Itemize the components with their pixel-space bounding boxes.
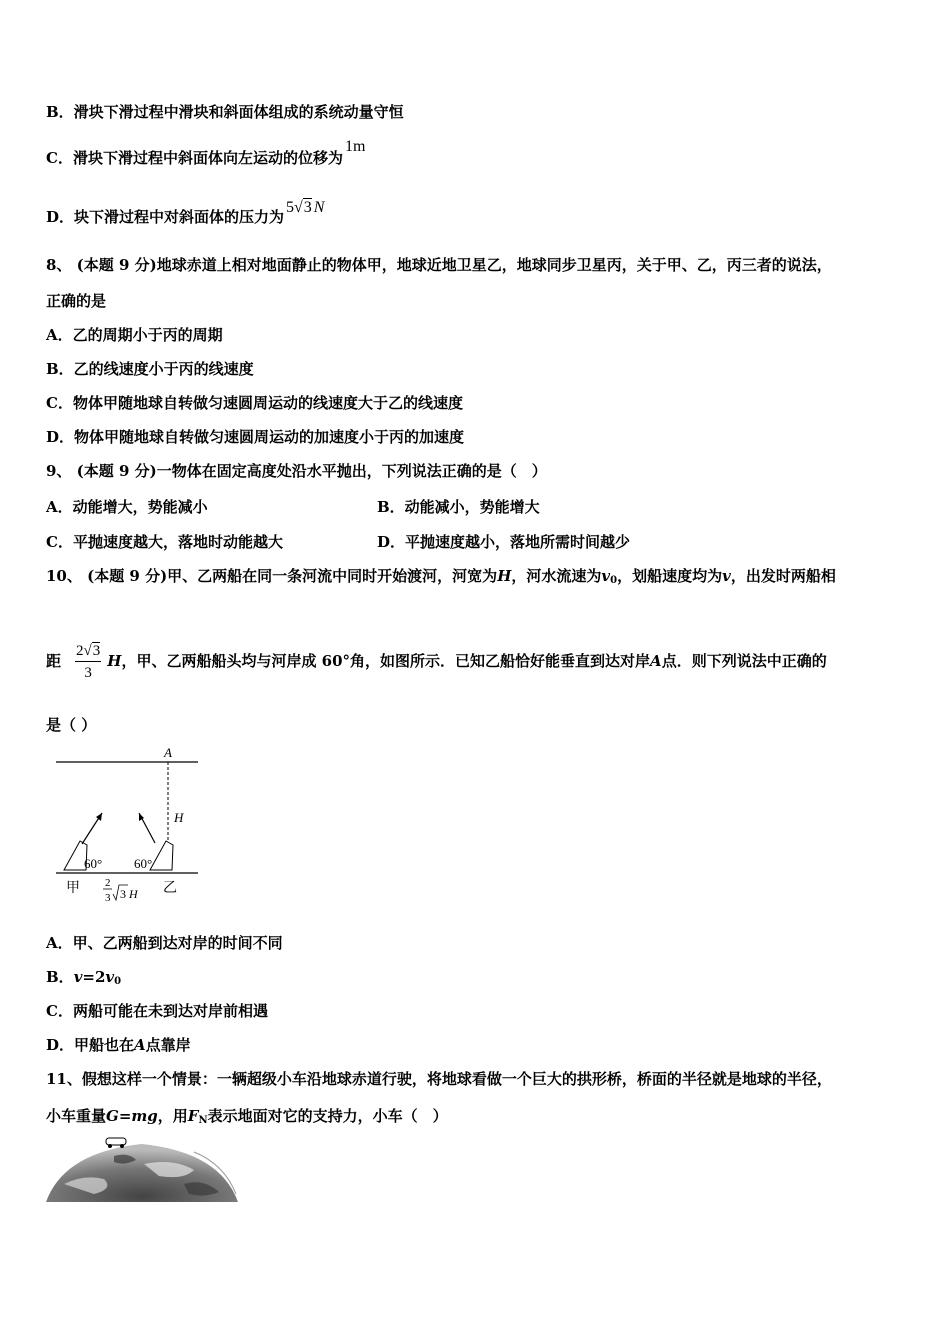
q10-frac-num-rad: 3 xyxy=(92,643,101,659)
q7-d-radicand: 3 xyxy=(303,199,312,216)
distance-var-h: H xyxy=(129,887,138,901)
boat-jia-angle-label: 60° xyxy=(84,856,103,871)
q7-option-c-text: C．滑块下滑过程中斜面体向左运动的位移为 xyxy=(46,149,343,167)
q11-var-f: F xyxy=(187,1107,199,1125)
q8-option-d: D．物体甲随地球自转做匀速圆周运动的加速度小于丙的加速度 xyxy=(46,428,465,446)
q10-stem-line3: 是（ ） xyxy=(46,716,97,734)
q10-stem-b: ，河水流速为 xyxy=(511,567,602,585)
q10-var-h: H xyxy=(497,567,512,585)
q10-b-pre: B． xyxy=(46,968,74,986)
q7-option-c-math: 1m xyxy=(344,138,366,155)
q9-stem: 9、 (本题 9 分)一物体在固定高度处沿水平抛出，下列说法正确的是（ ） xyxy=(46,462,547,480)
q7-d-unit: N xyxy=(313,199,325,216)
distance-radicand: 3 xyxy=(120,887,126,901)
q7-option-d xyxy=(46,199,325,228)
q10-var-v0-sub: 0 xyxy=(610,575,618,586)
q10-l2-var-a: A xyxy=(650,652,662,670)
q10-d-a: A xyxy=(134,1036,146,1054)
boat-yi-shape xyxy=(150,841,173,870)
q11-var-f-sub: N xyxy=(198,1115,208,1126)
q10-d-pre: D．甲船也在 xyxy=(46,1036,135,1054)
q10-stem-a: 10、 (本题 9 分)甲、乙两船在同一条河流中同时开始渡河，河宽为 xyxy=(46,567,498,585)
q8-stem-line2: 正确的是 xyxy=(46,292,107,310)
q11-stem-line2 xyxy=(46,1106,448,1131)
q10-option-d xyxy=(46,1035,191,1055)
q11-var-g: G xyxy=(106,1107,119,1125)
q10-var-v0: v xyxy=(601,567,611,585)
q10-d-post: 点靠岸 xyxy=(145,1036,191,1054)
boat-jia-label: 甲 xyxy=(66,881,80,896)
q11-stem-line1: 11、假想这样一个情景：一辆超级小车沿地球赤道行驶，将地球看做一个巨大的拱形桥，桥面的半径就是地球的半径， xyxy=(46,1070,832,1088)
q9-option-d: D．平抛速度越小，落地所需时间越少 xyxy=(377,533,631,551)
width-h-label: H xyxy=(174,810,184,825)
q11-var-mg: mg xyxy=(131,1107,158,1125)
q9-option-c: C．平抛速度越大，落地时动能越大 xyxy=(46,533,283,551)
q10-stem-d: ，出发时两船相 xyxy=(730,567,836,585)
q10-stem-line2 xyxy=(46,632,827,690)
q10-l2-var-h: H xyxy=(107,652,122,670)
q7-option-b: B．滑块下滑过程中滑块和斜面体组成的系统动量守恒 xyxy=(46,103,404,121)
q7-option-d-text: D．块下滑过程中对斜面体的压力为 xyxy=(46,208,285,226)
q11-l2-c: 表示地面对它的支持力，小车（ ） xyxy=(207,1107,448,1125)
q7-d-coef: 5 xyxy=(286,199,295,216)
car-body xyxy=(106,1138,126,1145)
q8-stem-line1: 8、 (本题 9 分)地球赤道上相对地面静止的物体甲，地球近地卫星乙，地球同步卫星丙，关于甲、乙，丙三者的说法， xyxy=(46,256,832,274)
distance-numerator: 2 xyxy=(105,877,111,889)
q7-option-d-math: 5√3 N xyxy=(286,199,325,216)
q11-earth-car-figure xyxy=(44,1134,240,1204)
point-a-label: A xyxy=(164,745,172,760)
q10-var-v: v xyxy=(722,567,731,585)
q9-option-b: B．动能减小，势能增大 xyxy=(377,498,540,516)
q10-stem-c: ，划船速度均为 xyxy=(617,567,723,585)
q10-l2-b: 点．则下列说法中正确的 xyxy=(661,652,827,670)
q10-b-eq: =2 xyxy=(82,968,106,986)
boat-yi-angle-label: 60° xyxy=(134,856,153,871)
q10-option-a: A．甲、乙两船到达对岸的时间不同 xyxy=(46,934,283,952)
q10-river-figure xyxy=(46,742,206,912)
q7-option-c xyxy=(46,138,366,169)
q10-l2-a: ，甲、乙两船船头均与河岸成 60°角，如图所示．已知乙船恰好能垂直到达对岸 xyxy=(121,652,651,670)
car-wheel-front xyxy=(120,1144,124,1148)
q10-frac-den: 3 xyxy=(84,665,92,681)
boat-yi-label: 乙 xyxy=(163,881,177,896)
q10-option-b xyxy=(46,967,121,992)
q8-option-c: C．物体甲随地球自转做匀速圆周运动的线速度大于乙的线速度 xyxy=(46,394,463,412)
distance-denominator: 3 xyxy=(105,892,111,904)
q9-option-a: A．动能增大，势能减小 xyxy=(46,498,208,516)
q10-option-c: C．两船可能在未到达对岸前相遇 xyxy=(46,1002,268,1020)
q10-b-sub: 0 xyxy=(114,976,122,987)
q10-l2-pre: 距 xyxy=(46,652,62,670)
q11-eq: = xyxy=(118,1107,132,1125)
q10-distance-fraction: $\frac{2√3}{3}$ xyxy=(76,643,101,681)
q8-option-b: B．乙的线速度小于丙的线速度 xyxy=(46,360,254,378)
q8-option-a: A．乙的周期小于丙的周期 xyxy=(46,326,223,344)
q11-l2-a: 小车重量 xyxy=(46,1107,107,1125)
q10-frac-num-coef: 2 xyxy=(76,643,84,659)
car-wheel-rear xyxy=(108,1144,112,1148)
q10-b-v: v xyxy=(73,968,83,986)
q10-b-v0: v xyxy=(105,968,115,986)
q11-l2-b: ，用 xyxy=(157,1107,188,1125)
q10-stem-line1 xyxy=(46,566,836,591)
